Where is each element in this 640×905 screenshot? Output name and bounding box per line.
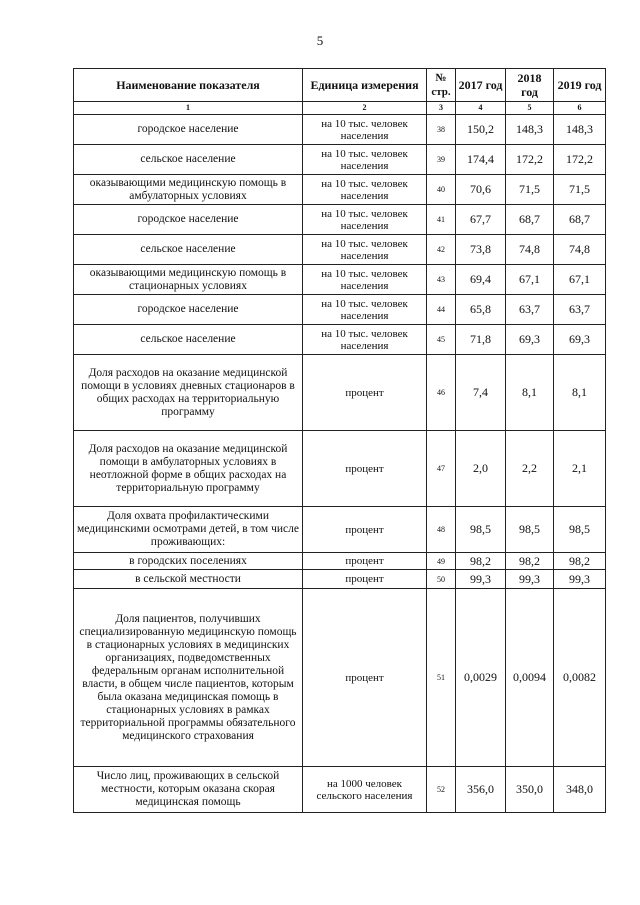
indicator-name: Число лиц, проживающих в сельской местности, которым оказана скорая медицинская помощь: [74, 767, 303, 813]
column-number: 2: [303, 102, 427, 115]
value-2018: 8,1: [506, 355, 554, 431]
value-2018: 148,3: [506, 115, 554, 145]
row-number: 48: [427, 507, 456, 553]
unit-cell: процент: [303, 431, 427, 507]
indicator-name: Доля расходов на оказание медицинской помощи в амбулаторных условиях в неотложной форме в общих расходах на территориальную программу: [74, 431, 303, 507]
table-row: [74, 295, 606, 325]
value-2017: 150,2: [456, 115, 506, 145]
indicator-name: городское население: [74, 115, 303, 145]
row-number: 40: [427, 175, 456, 205]
table-row: [74, 431, 606, 507]
header-unit: Единица измерения: [303, 69, 427, 102]
table-row: [74, 235, 606, 265]
value-2018: 98,2: [506, 553, 554, 570]
unit-cell: на 10 тыс. человек населения: [303, 205, 427, 235]
value-2019: 98,2: [554, 553, 606, 570]
value-2017: 98,5: [456, 507, 506, 553]
value-2019: 69,3: [554, 325, 606, 355]
unit-cell: на 1000 человек сельского населения: [303, 767, 427, 813]
unit-cell: на 10 тыс. человек населения: [303, 295, 427, 325]
row-number: 42: [427, 235, 456, 265]
indicator-name: Доля пациентов, получивших специализированную медицинскую помощь в стационарных условиях в медицинских организациях, подведомственных федеральным органам исполнительной власти, в общем числе пациентов, которым была оказана медицинская помощь в стационарных условиях в рамках территориальной программы обязательного медицинского страхования: [74, 589, 303, 767]
row-number: 41: [427, 205, 456, 235]
value-2017: 65,8: [456, 295, 506, 325]
indicator-name: в сельской местности: [74, 570, 303, 589]
value-2019: 348,0: [554, 767, 606, 813]
table-row: [74, 145, 606, 175]
value-2017: 73,8: [456, 235, 506, 265]
table-row: [74, 265, 606, 295]
unit-cell: процент: [303, 589, 427, 767]
value-2019: 63,7: [554, 295, 606, 325]
value-2018: 67,1: [506, 265, 554, 295]
row-number: 46: [427, 355, 456, 431]
table-row: [74, 570, 606, 589]
indicator-name: сельское население: [74, 235, 303, 265]
value-2019: 8,1: [554, 355, 606, 431]
indicator-name: сельское население: [74, 145, 303, 175]
unit-cell: на 10 тыс. человек населения: [303, 115, 427, 145]
row-number: 39: [427, 145, 456, 175]
indicator-name: Доля расходов на оказание медицинской помощи в условиях дневных стационаров в общих расходах на территориальную программу: [74, 355, 303, 431]
value-2018: 63,7: [506, 295, 554, 325]
value-2019: 2,1: [554, 431, 606, 507]
value-2017: 174,4: [456, 145, 506, 175]
unit-cell: процент: [303, 355, 427, 431]
unit-cell: на 10 тыс. человек населения: [303, 325, 427, 355]
table-row: [74, 507, 606, 553]
value-2019: 67,1: [554, 265, 606, 295]
header-2018: 2018 год: [506, 69, 554, 102]
indicator-name: городское население: [74, 205, 303, 235]
unit-cell: процент: [303, 553, 427, 570]
value-2018: 69,3: [506, 325, 554, 355]
row-number: 38: [427, 115, 456, 145]
value-2018: 172,2: [506, 145, 554, 175]
value-2019: 99,3: [554, 570, 606, 589]
header-row-number: № стр.: [427, 69, 456, 102]
value-2018: 74,8: [506, 235, 554, 265]
column-number: 4: [456, 102, 506, 115]
table-row: [74, 325, 606, 355]
value-2019: 0,0082: [554, 589, 606, 767]
value-2017: 99,3: [456, 570, 506, 589]
indicator-name: городское население: [74, 295, 303, 325]
value-2017: 0,0029: [456, 589, 506, 767]
value-2017: 7,4: [456, 355, 506, 431]
row-number: 50: [427, 570, 456, 589]
column-number: 1: [74, 102, 303, 115]
unit-cell: на 10 тыс. человек населения: [303, 175, 427, 205]
value-2019: 71,5: [554, 175, 606, 205]
value-2017: 69,4: [456, 265, 506, 295]
row-number: 45: [427, 325, 456, 355]
indicators-table: [73, 68, 606, 813]
value-2019: 98,5: [554, 507, 606, 553]
value-2018: 99,3: [506, 570, 554, 589]
value-2017: 98,2: [456, 553, 506, 570]
table-row: [74, 205, 606, 235]
unit-cell: на 10 тыс. человек населения: [303, 265, 427, 295]
value-2017: 71,8: [456, 325, 506, 355]
row-number: 49: [427, 553, 456, 570]
value-2019: 68,7: [554, 205, 606, 235]
table-row: [74, 589, 606, 767]
unit-cell: на 10 тыс. человек населения: [303, 235, 427, 265]
table-row: [74, 355, 606, 431]
unit-cell: процент: [303, 507, 427, 553]
indicator-name: оказывающими медицинскую помощь в амбулаторных условиях: [74, 175, 303, 205]
table-row: [74, 767, 606, 813]
row-number: 43: [427, 265, 456, 295]
column-number: 6: [554, 102, 606, 115]
indicator-name: сельское население: [74, 325, 303, 355]
table-row: [74, 115, 606, 145]
page-number: 5: [316, 33, 324, 48]
indicator-name: в городских поселениях: [74, 553, 303, 570]
row-number: 47: [427, 431, 456, 507]
value-2017: 67,7: [456, 205, 506, 235]
value-2019: 148,3: [554, 115, 606, 145]
table-row: [74, 553, 606, 570]
header-name: Наименование показателя: [74, 69, 303, 102]
indicator-name: оказывающими медицинскую помощь в стационарных условиях: [74, 265, 303, 295]
table-row: [74, 175, 606, 205]
value-2017: 70,6: [456, 175, 506, 205]
value-2018: 2,2: [506, 431, 554, 507]
value-2018: 0,0094: [506, 589, 554, 767]
header-2019: 2019 год: [554, 69, 606, 102]
value-2019: 74,8: [554, 235, 606, 265]
unit-cell: на 10 тыс. человек населения: [303, 145, 427, 175]
value-2018: 71,5: [506, 175, 554, 205]
column-number: 3: [427, 102, 456, 115]
unit-cell: процент: [303, 570, 427, 589]
value-2018: 68,7: [506, 205, 554, 235]
row-number: 44: [427, 295, 456, 325]
row-number: 51: [427, 589, 456, 767]
value-2018: 350,0: [506, 767, 554, 813]
header-2017: 2017 год: [456, 69, 506, 102]
column-number-row: [74, 102, 606, 115]
value-2017: 356,0: [456, 767, 506, 813]
value-2019: 172,2: [554, 145, 606, 175]
header-row: [74, 69, 606, 102]
indicator-name: Доля охвата профилактическими медицинскими осмотрами детей, в том числе проживающих:: [74, 507, 303, 553]
value-2017: 2,0: [456, 431, 506, 507]
value-2018: 98,5: [506, 507, 554, 553]
column-number: 5: [506, 102, 554, 115]
row-number: 52: [427, 767, 456, 813]
